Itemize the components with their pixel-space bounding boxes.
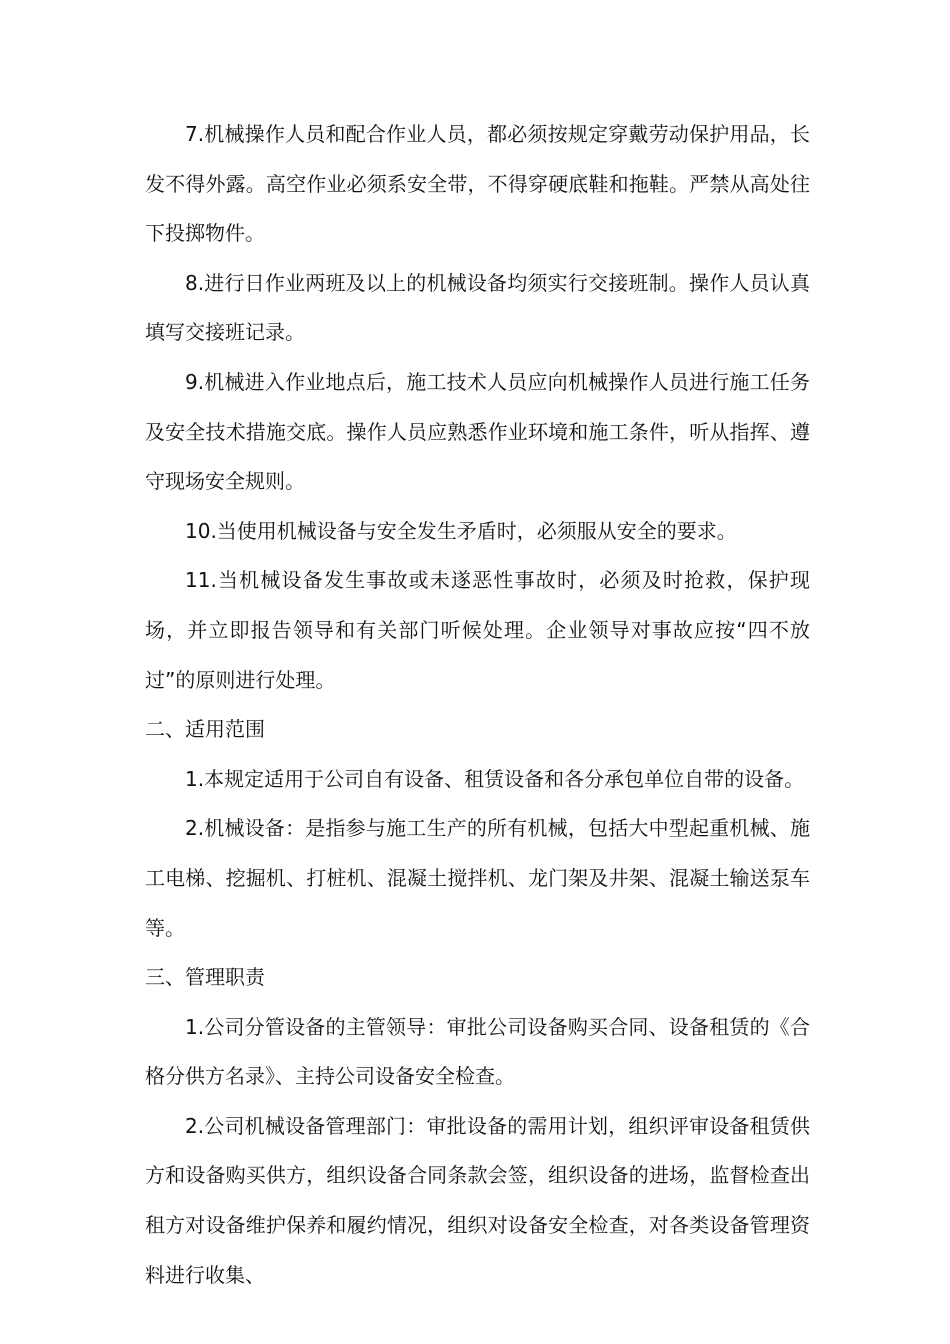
paragraph-item-9: 9.机械进入作业地点后，施工技术人员应向机械操作人员进行施工任务及安全技术措施交底。操作人员应熟悉作业环境和施工条件，听从指挥、遵守现场安全规则。 xyxy=(145,369,810,494)
document-body xyxy=(145,110,810,1300)
paragraph-responsibility-1: 1.公司分管设备的主管领导：审批公司设备购买合同、设备租赁的《合格分供方名录》、主持公司设备安全检查。 xyxy=(145,1014,810,1089)
section-heading-responsibilities: 三、管理职责 xyxy=(145,965,265,990)
section-heading-scope: 二、适用范围 xyxy=(145,717,265,742)
paragraph-responsibility-2: 2.公司机械设备管理部门：审批设备的需用计划，组织评审设备租赁供方和设备购买供方，组织设备合同条款会签，组织设备的进场，监督检查出租方对设备维护保养和履约情况，组织对设备安全检查，对各类设备管理资料进行收集、 xyxy=(145,1113,810,1287)
paragraph-item-11: 11.当机械设备发生事故或未遂恶性事故时，必须及时抢救，保护现场，并立即报告领导和有关部门听候处理。企业领导对事故应按“四不放过”的原则进行处理。 xyxy=(145,568,810,692)
paragraph-item-7: 7.机械操作人员和配合作业人员，都必须按规定穿戴劳动保护用品，长发不得外露。高空作业必须系安全带，不得穿硬底鞋和拖鞋。严禁从高处往下投掷物件。 xyxy=(145,122,810,246)
paragraph-scope-1: 1.本规定适用于公司自有设备、租赁设备和各分承包单位自带的设备。 xyxy=(185,766,805,791)
paragraph-item-10: 10.当使用机械设备与安全发生矛盾时，必须服从安全的要求。 xyxy=(185,518,737,543)
paragraph-scope-2: 2.机械设备：是指参与施工生产的所有机械，包括大中型起重机械、施工电梯、挖掘机、打桩机、混凝土搅拌机、龙门架及井架、混凝土输送泵车等。 xyxy=(145,816,810,940)
paragraph-item-8: 8.进行日作业两班及以上的机械设备均须实行交接班制。操作人员认真填写交接班记录。 xyxy=(145,270,810,345)
